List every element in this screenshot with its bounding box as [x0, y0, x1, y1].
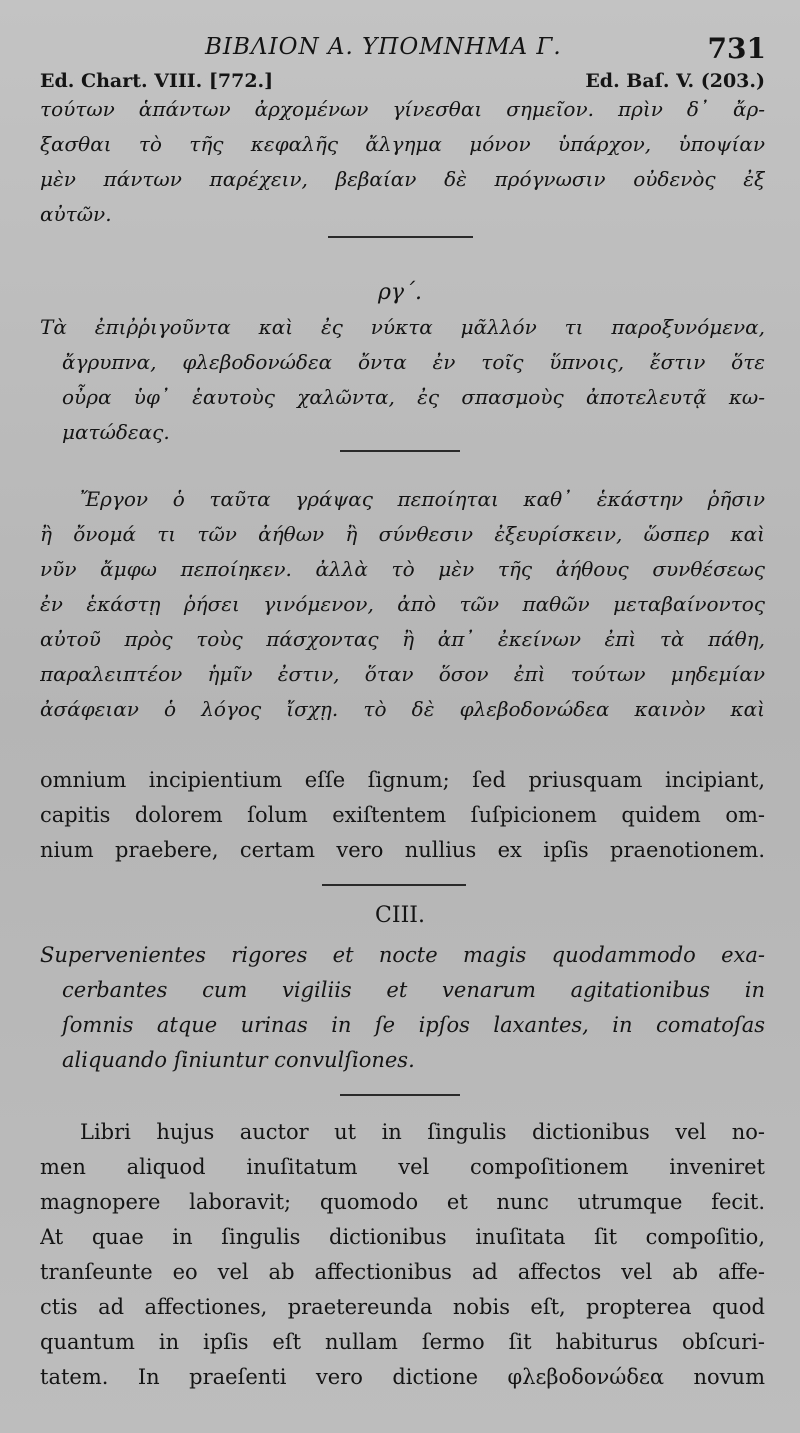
text-line: ἀσάφειαν ὁ λόγος ἴσχῃ. τὸ δὲ φλεβοδονώδεα καινὸν καὶ	[40, 697, 765, 721]
running-title: ΒΙΒΛΙΟΝ Α. ΥΠΟΜΝΗΜΑ Γ.	[205, 34, 562, 60]
text-line: Τὰ ἐπιῤῥιγοῦντα καὶ ἐς νύκτα μᾶλλόν τι παροξυνόμενα,	[40, 315, 765, 339]
edition-basel: Ed. Baſ. V. (203.)	[585, 70, 765, 92]
text-line: magnopere laboravit; quomodo et nunc utrumque fecit.	[40, 1190, 765, 1214]
text-line: tranſeunte eo vel ab affectionibus ad affectos vel ab affe-	[40, 1260, 765, 1284]
section-divider	[322, 884, 466, 886]
greek-intro	[40, 92, 765, 232]
text-line: παραλειπτέον ἡμῖν ἐστιν, ὅταν ὅσον ἐπὶ τούτων μηδεμίαν	[40, 662, 765, 686]
text-line: οὖρα ὑφ᾽ ἑαυτοὺς χαλῶντα, ἐς σπασμοὺς ἀποτελευτᾷ κω-	[62, 385, 765, 409]
text-line: Libri hujus auctor ut in ſingulis dictionibus vel no-	[80, 1120, 765, 1144]
text-line: ἐν ἑκάστῃ ῥήσει γινόμενον, ἀπὸ τῶν παθῶν μεταβαίνοντος	[40, 592, 765, 616]
text-line: ſomnis atque urinas in ſe ipſos laxantes, in comatoſas	[62, 1013, 765, 1037]
text-line: Supervenientes rigores et nocte magis quodammodo exa-	[40, 943, 765, 967]
greek-section-number: ργ΄.	[377, 280, 423, 305]
text-line: νῦν ἄμφω πεποίηκεν. ἀλλὰ τὸ μὲν τῆς ἀήθους συνθέσεως	[40, 557, 765, 581]
edition-chartier: Ed. Chart. VIII. [772.]	[40, 70, 274, 92]
text-line: capitis dolorem ſolum exiſtentem ſuſpicionem quidem om-	[40, 803, 765, 827]
text-line: quantum in ipſis eſt nullam ſermo ſit habiturus obſcuri-	[40, 1330, 765, 1354]
text-line: omnium incipientium eſſe ſignum; ſed priusquam incipiant,	[40, 768, 765, 792]
text-line: aliquando ſiniuntur convulſiones.	[62, 1048, 415, 1072]
text-line: ctis ad affectiones, praetereunda nobis eſt, propterea quod	[40, 1295, 765, 1319]
text-line: cerbantes cum vigiliis et venarum agitationibus in	[62, 978, 765, 1002]
text-line: ἄγρυπνα, φλεβοδονώδεα ὄντα ἐν τοῖς ὕπνοις, ἔστιν ὅτε	[62, 350, 765, 374]
section-divider	[340, 450, 460, 452]
text-line: αὐτῶν.	[40, 202, 112, 226]
greek-commentary	[40, 482, 765, 727]
text-line: αὐτοῦ πρὸς τοὺς πάσχοντας ἢ ἀπ᾽ ἐκείνων ἐπὶ τὰ πάθη,	[40, 627, 765, 651]
latin-intro	[40, 763, 765, 868]
text-line: tatem. In praeſenti vero dictione φλεβοδονώδεα novum	[40, 1365, 765, 1389]
latin-aphorism	[40, 938, 765, 1078]
latin-section-number: CIII.	[375, 903, 425, 928]
text-line: At quae in ſingulis dictionibus inuſitata ſit compoſitio,	[40, 1225, 765, 1249]
greek-aphorism	[40, 310, 765, 450]
text-line: ξασθαι τὸ τῆς κεφαλῆς ἄλγημα μόνον ὑπάρχον, ὑποψίαν	[40, 132, 765, 156]
text-line: Ἔργον ὁ ταῦτα γράψας πεποίηται καθ᾽ ἑκάστην ῥῆσιν	[80, 487, 765, 511]
latin-commentary	[40, 1115, 765, 1395]
text-line: ἢ ὄνομά τι τῶν ἀήθων ἢ σύνθεσιν ἐξευρίσκειν, ὥσπερ καὶ	[40, 522, 765, 546]
section-divider	[340, 1094, 460, 1096]
section-divider	[328, 236, 473, 238]
text-line: μὲν πάντων παρέχειν, βεβαίαν δὲ πρόγνωσιν οὐδενὸς ἐξ	[40, 167, 765, 191]
text-line: men aliquod inuſitatum vel compoſitionem inveniret	[40, 1155, 765, 1179]
page-number: 731	[707, 32, 766, 65]
text-line: τούτων ἁπάντων ἀρχομένων γίνεσθαι σημεῖον. πρὶν δ᾽ ἄρ-	[40, 97, 765, 121]
text-line: ματώδεας.	[62, 420, 170, 444]
running-head	[0, 28, 800, 68]
text-line: nium praebere, certam vero nullius ex ipſis praenotionem.	[40, 838, 765, 862]
